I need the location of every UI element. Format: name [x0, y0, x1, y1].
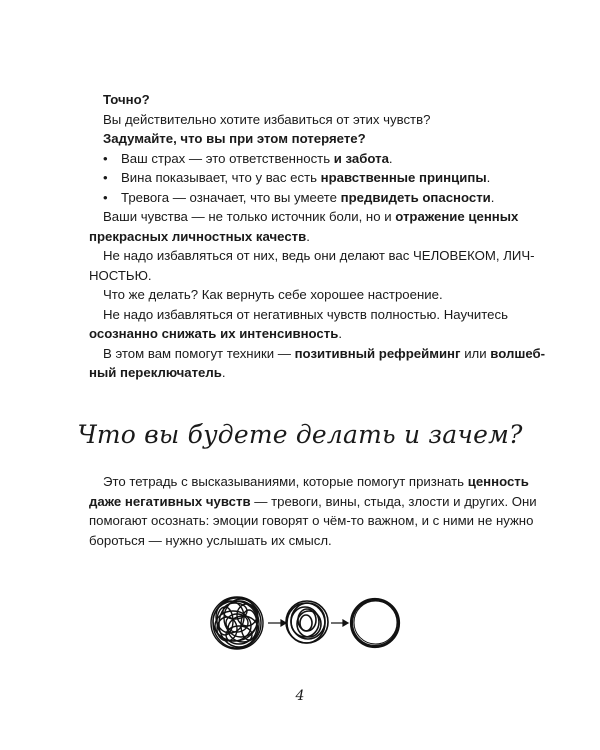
- text-line: прекрасных личностных качеств.: [89, 228, 310, 244]
- scribble-illustration: [205, 591, 405, 655]
- text-line: бороться — нужно услышать их смысл.: [89, 532, 332, 548]
- text-line: Не надо избавляться от негативных чувств полностью. Научитесь: [103, 306, 508, 322]
- intro-paragraph: [89, 472, 537, 550]
- bullet-item: • Вина показывает, что у вас есть нравственные принципы.: [89, 168, 521, 188]
- arrow-icon: [268, 620, 286, 626]
- text-line: осознанно снижать их интенсивность.: [89, 326, 342, 341]
- text-line: помогают осознать: эмоции говорят о чём-то важном, и с ними не нужно: [89, 513, 534, 528]
- page-number: 4: [295, 688, 305, 704]
- text-line: В этом вам помогут техники — позитивный рефрейминг или волшеб-: [103, 345, 546, 361]
- section-heading: Что вы будете делать и зачем?: [77, 420, 523, 449]
- bullet-marker: •: [103, 189, 108, 205]
- text-line: ный переключатель.: [89, 365, 226, 380]
- tangled-scribble-icon: [211, 597, 263, 649]
- clean-circle-icon: [351, 599, 399, 647]
- bullet-item: • Тревога — означает, что вы умеете предвидеть опасности.: [89, 188, 521, 208]
- bullet-item: • Ваш страх — это ответственность и забота.: [89, 149, 521, 169]
- text-line: Это тетрадь с высказываниями, которые помогут признать ценность: [103, 474, 529, 489]
- text-line: Точно?: [103, 92, 150, 107]
- bullet-marker: •: [103, 170, 108, 185]
- arrow-icon: [331, 620, 348, 626]
- text-line: Не надо избавляться от них, ведь они делают вас ЧЕЛОВЕКОМ, ЛИЧ-: [103, 248, 535, 263]
- text-line: НОСТЬЮ.: [89, 267, 152, 283]
- text-line: Вы действительно хотите избавиться от этих чувств?: [103, 111, 431, 127]
- bullet-marker: •: [103, 150, 108, 166]
- partial-scribble-icon: [286, 601, 328, 643]
- text-line: Ваши чувства — не только источник боли, но и отражение ценных: [103, 209, 519, 224]
- text-line: Что же делать? Как вернуть себе хорошее настроение.: [103, 287, 443, 302]
- text-line: Задумайте, что вы при этом потеряете?: [103, 131, 366, 146]
- text-line: даже негативных чувств — тревоги, вины, стыда, злости и других. Они: [89, 493, 537, 509]
- top-text-block: [89, 90, 546, 383]
